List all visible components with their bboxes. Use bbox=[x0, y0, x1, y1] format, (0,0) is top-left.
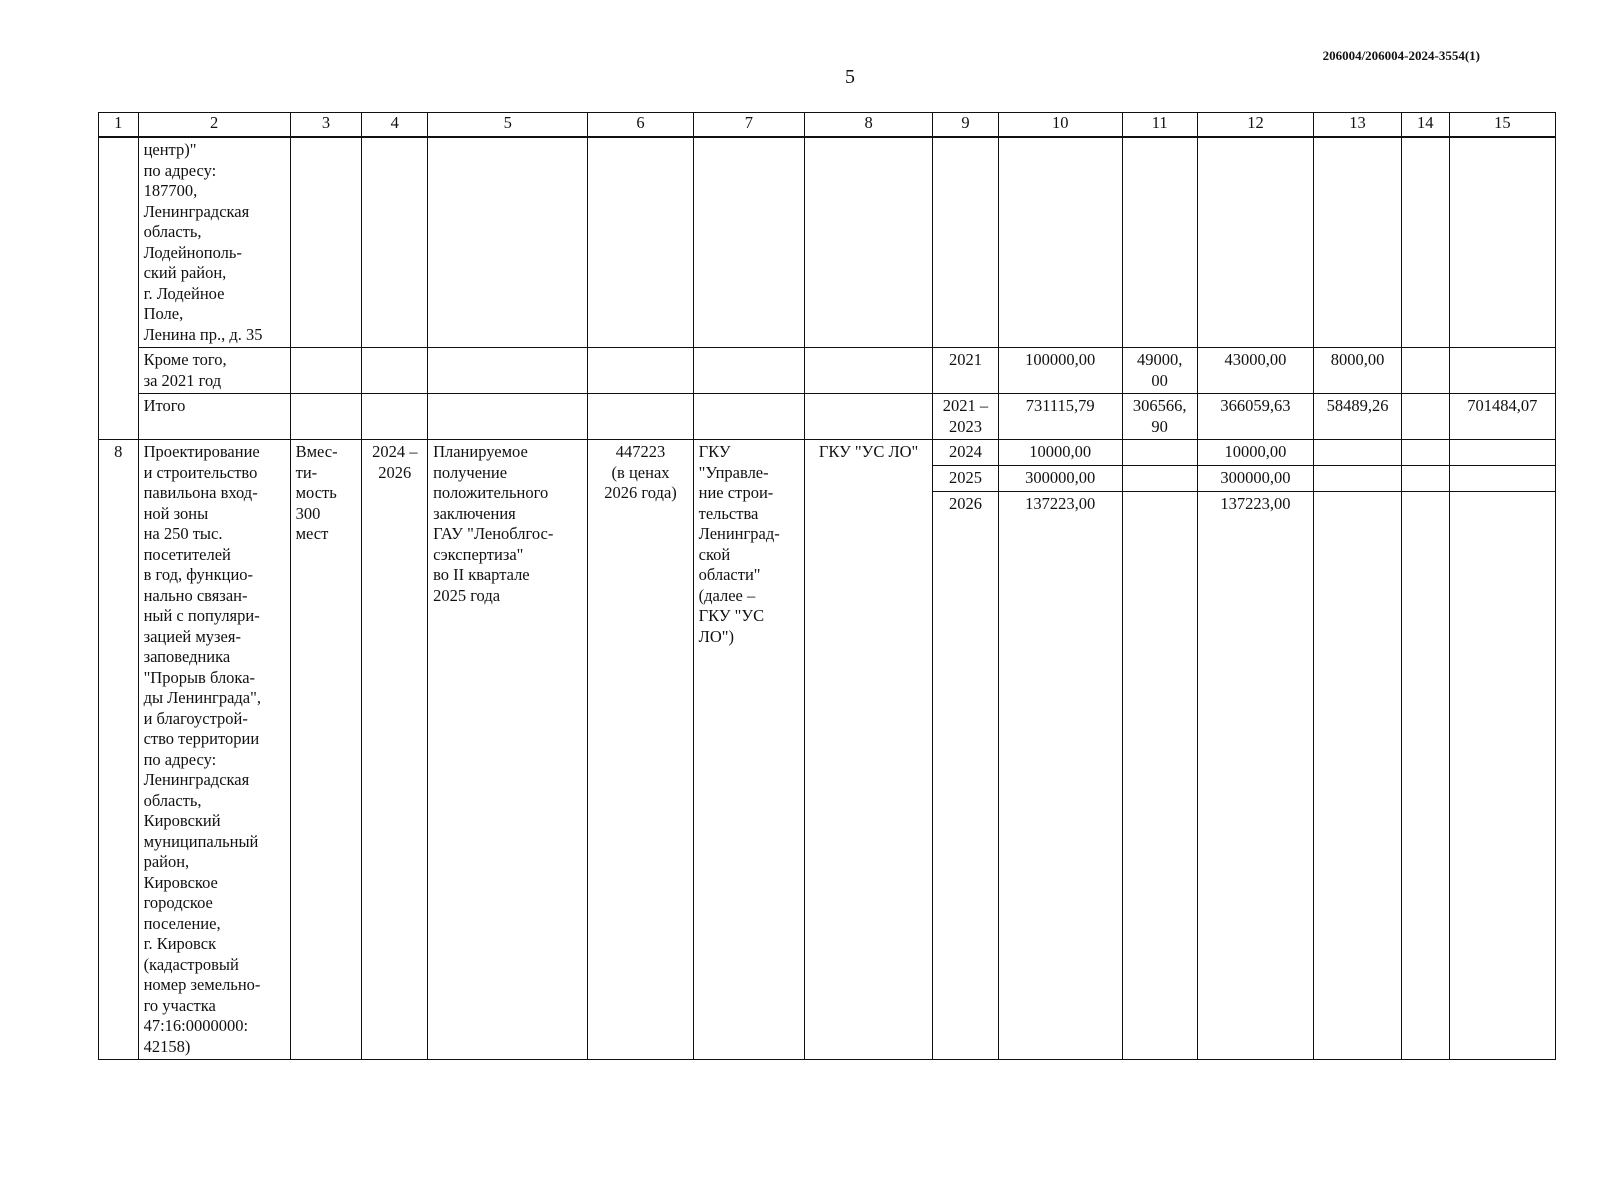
table-row-item-8 bbox=[99, 440, 1556, 466]
cell-empty bbox=[290, 394, 362, 440]
cell-empty bbox=[1122, 491, 1197, 1059]
header-cell: 4 bbox=[362, 113, 428, 138]
year-cell: 2025 bbox=[933, 466, 999, 492]
table-row bbox=[99, 137, 1556, 348]
cell-empty bbox=[805, 394, 933, 440]
cell-empty bbox=[1401, 394, 1449, 440]
cell-empty bbox=[998, 137, 1122, 348]
cell-empty bbox=[290, 137, 362, 348]
cell-empty bbox=[99, 137, 139, 440]
cell-empty bbox=[362, 348, 428, 394]
page-number: 5 bbox=[845, 66, 855, 88]
amount-col11: 49000, 00 bbox=[1122, 348, 1197, 394]
cell-empty bbox=[1314, 137, 1401, 348]
cell-empty bbox=[693, 394, 804, 440]
amount-col12: 300000,00 bbox=[1197, 466, 1314, 492]
header-cell: 11 bbox=[1122, 113, 1197, 138]
cell-empty bbox=[805, 137, 933, 348]
year-range-cell: 2021 – 2023 bbox=[933, 394, 999, 440]
item-number-cell: 8 bbox=[99, 440, 139, 1060]
item-period-cell: 2024 – 2026 bbox=[362, 440, 428, 1060]
item-customer-cell: ГКУ "Управле- ние строи- тельства Ленинград- ской области" (далее – ГКУ "УС ЛО") bbox=[693, 440, 804, 1060]
cell-empty bbox=[1449, 137, 1555, 348]
cell-empty bbox=[1401, 440, 1449, 466]
cell-empty bbox=[1314, 440, 1401, 466]
header-cell: 12 bbox=[1197, 113, 1314, 138]
amount-col12: 137223,00 bbox=[1197, 491, 1314, 1059]
header-row bbox=[99, 113, 1556, 138]
cell-empty bbox=[588, 394, 693, 440]
cell-empty bbox=[1122, 440, 1197, 466]
header-cell: 9 bbox=[933, 113, 999, 138]
year-cell: 2021 bbox=[933, 348, 999, 394]
amount-col12: 366059,63 bbox=[1197, 394, 1314, 440]
table-row-total bbox=[99, 394, 1556, 440]
cell-empty bbox=[428, 394, 588, 440]
extra-label-cell: Кроме того, за 2021 год bbox=[138, 348, 290, 394]
header-cell: 7 bbox=[693, 113, 804, 138]
header-cell: 14 bbox=[1401, 113, 1449, 138]
year-cell: 2024 bbox=[933, 440, 999, 466]
cell-empty bbox=[693, 348, 804, 394]
amount-col10: 731115,79 bbox=[998, 394, 1122, 440]
cell-empty bbox=[693, 137, 804, 348]
item-address-cell: центр)" по адресу: 187700, Ленинградская область, Лодейнополь- ский район, г. Лодейное Поле, Ленина пр., д. 35 bbox=[138, 137, 290, 348]
header-cell: 15 bbox=[1449, 113, 1555, 138]
cell-empty bbox=[1122, 466, 1197, 492]
item-description-cell: Проектирование и строительство павильона вход- ной зоны на 250 тыс. посетителей в год, функцио- нально связан- ный с популяри- зацией музея- заповедника "Прорыв блока- ды Ленинграда", и благоустрой- ство территории по адресу: Ленинградская область, Кировский муниципальный район, Кировское городское поселение, г. Кировск (кадастровый номер земельно- го участка 47:16:0000000: 42158) bbox=[138, 440, 290, 1060]
header-cell: 13 bbox=[1314, 113, 1401, 138]
header-cell: 6 bbox=[588, 113, 693, 138]
amount-col10: 10000,00 bbox=[998, 440, 1122, 466]
cell-empty bbox=[1449, 466, 1555, 492]
cell-empty bbox=[1401, 348, 1449, 394]
cell-empty bbox=[428, 137, 588, 348]
item-capacity-cell: Вмес- ти- мость 300 мест bbox=[290, 440, 362, 1060]
cell-empty bbox=[362, 137, 428, 348]
cell-empty bbox=[1197, 137, 1314, 348]
table-row-extra bbox=[99, 348, 1556, 394]
item-status-cell: Планируемое получение положительного заключения ГАУ "Леноблгос- сэкспертиза" во II квартале 2025 года bbox=[428, 440, 588, 1060]
cell-empty bbox=[1314, 491, 1401, 1059]
header-cell: 1 bbox=[99, 113, 139, 138]
header-cell: 5 bbox=[428, 113, 588, 138]
cell-empty bbox=[588, 348, 693, 394]
amount-col10: 100000,00 bbox=[998, 348, 1122, 394]
header-cell: 2 bbox=[138, 113, 290, 138]
cell-empty bbox=[805, 348, 933, 394]
document-id: 206004/206004-2024-3554(1) bbox=[1322, 48, 1480, 63]
cell-empty bbox=[1401, 466, 1449, 492]
amount-col10: 300000,00 bbox=[998, 466, 1122, 492]
amount-col10: 137223,00 bbox=[998, 491, 1122, 1059]
year-cell: 2026 bbox=[933, 491, 999, 1059]
cell-empty bbox=[1401, 491, 1449, 1059]
header-cell: 3 bbox=[290, 113, 362, 138]
item-cost-cell: 447223 (в ценах 2026 года) bbox=[588, 440, 693, 1060]
cell-empty bbox=[1401, 137, 1449, 348]
amount-col12: 43000,00 bbox=[1197, 348, 1314, 394]
cell-empty bbox=[588, 137, 693, 348]
amount-col12: 10000,00 bbox=[1197, 440, 1314, 466]
item-developer-cell: ГКУ "УС ЛО" bbox=[805, 440, 933, 1060]
amount-col13: 58489,26 bbox=[1314, 394, 1401, 440]
budget-table bbox=[98, 112, 1556, 1060]
header-cell: 10 bbox=[998, 113, 1122, 138]
cell-empty bbox=[1449, 348, 1555, 394]
cell-empty bbox=[290, 348, 362, 394]
cell-empty bbox=[428, 348, 588, 394]
cell-empty bbox=[362, 394, 428, 440]
cell-empty bbox=[1449, 491, 1555, 1059]
amount-col11: 306566, 90 bbox=[1122, 394, 1197, 440]
amount-col15: 701484,07 bbox=[1449, 394, 1555, 440]
header-cell: 8 bbox=[805, 113, 933, 138]
total-label-cell: Итого bbox=[138, 394, 290, 440]
cell-empty bbox=[933, 137, 999, 348]
amount-col13: 8000,00 bbox=[1314, 348, 1401, 394]
cell-empty bbox=[1449, 440, 1555, 466]
cell-empty bbox=[1122, 137, 1197, 348]
cell-empty bbox=[1314, 466, 1401, 492]
